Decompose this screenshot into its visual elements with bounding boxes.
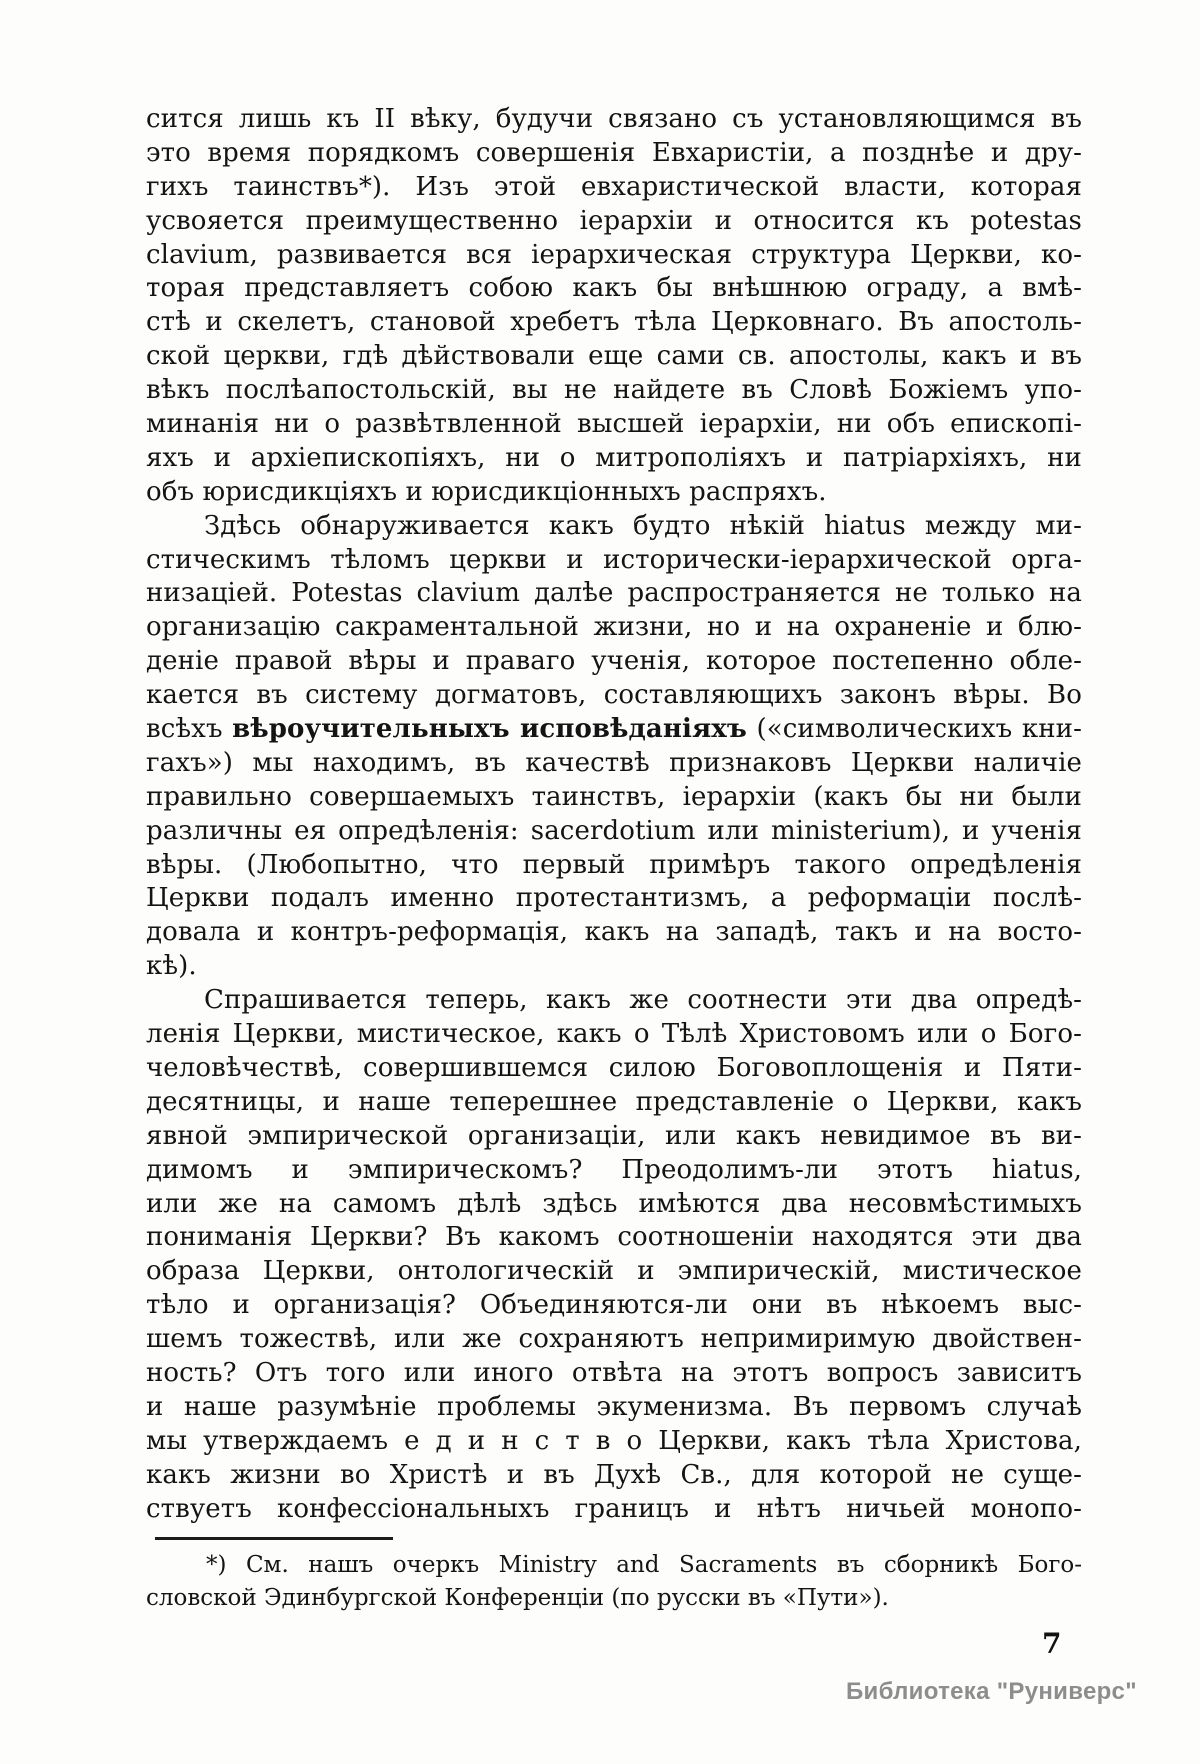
text-segment: мы утверждаемъ е д и н с т в о Церкви, какъ тѣла Христова,	[146, 1425, 1082, 1456]
page-number: 7	[1042, 1627, 1062, 1660]
text-segment: ность? Отъ того или иного отвѣта на этотъ вопросъ зависитъ	[146, 1357, 1082, 1388]
text-line	[146, 1425, 1082, 1459]
text-line	[146, 1323, 1082, 1357]
text-segment: ленія Церкви, мистическое, какъ о Тѣлѣ Христовомъ или о Бого-	[146, 1019, 1082, 1050]
text-segment: словской Эдинбургской Конференціи (по русски въ «Пути»).	[146, 1585, 889, 1611]
text-segment: объ юрисдикціяхъ и юрисдикціонныхъ распряхъ.	[146, 476, 827, 507]
text-segment: довала и контръ-реформація, какъ на западѣ, такъ и на восто-	[146, 917, 1082, 948]
text-line	[146, 882, 1082, 916]
text-segment: это время порядкомъ совершенія Евхаристіи, а позднѣе и дру-	[146, 137, 1082, 168]
text-line	[146, 1154, 1082, 1188]
text-line	[146, 679, 1082, 713]
text-segment: clavium, развивается вся іерархическая структура Церкви, ко-	[146, 239, 1082, 270]
text-segment: и наше разумѣніе проблемы экуменизма. Въ первомъ случаѣ	[146, 1391, 1082, 1422]
text-line	[146, 1188, 1082, 1222]
text-segment: явной эмпирической организаціи, или какъ невидимое въ ви-	[146, 1120, 1082, 1151]
text-line	[146, 984, 1082, 1018]
text-segment: кается въ систему догматовъ, составляющихъ законъ вѣры. Во	[146, 680, 1082, 711]
text-segment: («символическихъ кни-	[746, 714, 1082, 745]
main-text-block	[146, 103, 1082, 1526]
text-line	[146, 1086, 1082, 1120]
text-segment: десятницы, и наше теперешнее представленіе о Церкви, какъ	[146, 1086, 1082, 1117]
text-line	[146, 747, 1082, 781]
text-segment: стическимъ тѣломъ церкви и исторически-іерархической орга-	[146, 544, 1082, 575]
footnote-line	[146, 1582, 1082, 1615]
text-line	[146, 1289, 1082, 1323]
text-line	[146, 713, 1082, 747]
text-segment: усвояется преимущественно іерархіи и относится къ potestas	[146, 205, 1082, 236]
footnote-line	[146, 1549, 1082, 1582]
text-line	[146, 544, 1082, 578]
text-line	[146, 1221, 1082, 1255]
text-line	[146, 171, 1082, 205]
text-line	[146, 916, 1082, 950]
text-segment: торая представляетъ собою какъ бы внѣшнюю ограду, а вмѣ-	[146, 273, 1082, 304]
text-segment: димомъ и эмпирическомъ? Преодолимъ-ли этотъ hiatus,	[146, 1154, 1082, 1185]
text-line	[146, 1255, 1082, 1289]
text-line	[146, 272, 1082, 306]
text-segment: человѣчествѣ, совершившемся силою Боговоплощенія и Пяти-	[146, 1052, 1082, 1083]
text-line	[146, 239, 1082, 273]
text-line	[146, 476, 1082, 510]
text-line	[146, 611, 1082, 645]
emphasized-text: вѣроучительныхъ исповѣданіяхъ	[232, 714, 747, 745]
text-segment: шемъ тожествѣ, или же сохраняютъ непримиримую двойствен-	[146, 1324, 1082, 1355]
text-line	[146, 1391, 1082, 1425]
text-line	[146, 1357, 1082, 1391]
text-segment: правильно совершаемыхъ таинствъ, іерархіи (какъ бы ни были	[146, 781, 1082, 812]
text-line	[146, 1018, 1082, 1052]
text-line	[146, 374, 1082, 408]
text-line	[146, 340, 1082, 374]
text-line	[146, 306, 1082, 340]
library-watermark: Библиотека "Руниверс"	[846, 1678, 1137, 1705]
text-line	[146, 1459, 1082, 1493]
text-line	[146, 103, 1082, 137]
text-line	[146, 137, 1082, 171]
text-segment: Спрашивается теперь, какъ же соотнести эти два опредѣ-	[204, 985, 1082, 1016]
footnote-block	[146, 1549, 1082, 1615]
text-segment: какъ жизни во Христѣ и въ Духѣ Св., для которой не суще-	[146, 1459, 1082, 1490]
text-line	[146, 781, 1082, 815]
text-segment: тѣло и организація? Объединяются-ли они въ нѣкоемъ выс-	[146, 1290, 1082, 1321]
text-segment: низаціей. Potestas clavium далѣе распространяется не только на	[146, 578, 1082, 609]
text-segment: ской церкви, гдѣ дѣйствовали еще сами св. апостолы, какъ и въ	[146, 341, 1082, 372]
text-segment: минанія ни о развѣтвленной высшей іерархіи, ни объ епископі-	[146, 409, 1082, 440]
text-line	[146, 849, 1082, 883]
text-line	[146, 645, 1082, 679]
text-line	[146, 950, 1082, 984]
text-segment: гахъ») мы находимъ, въ качествѣ признаковъ Церкви наличіе	[146, 747, 1082, 778]
text-line	[146, 408, 1082, 442]
text-line	[146, 577, 1082, 611]
text-segment: яхъ и архіепископіяхъ, ни о митрополіяхъ и патріархіяхъ, ни	[146, 442, 1082, 473]
text-line	[146, 510, 1082, 544]
text-segment: гихъ таинствъ*). Изъ этой евхаристической власти, которая	[146, 171, 1082, 202]
text-segment: организацію сакраментальной жизни, но и на охраненіе и блю-	[146, 612, 1082, 643]
text-segment: ствуетъ конфессіональныхъ границъ и нѣтъ ничьей монопо-	[146, 1493, 1082, 1524]
text-segment: всѣхъ	[146, 714, 233, 745]
text-segment: кѣ).	[146, 951, 197, 982]
text-line	[146, 1052, 1082, 1086]
text-line	[146, 815, 1082, 849]
text-segment: или же на самомъ дѣлѣ здѣсь имѣются два несовмѣстимыхъ	[146, 1188, 1082, 1219]
text-segment: Церкви подалъ именно протестантизмъ, а реформаціи послѣ-	[146, 883, 1082, 914]
text-segment: образа Церкви, онтологическій и эмпирическій, мистическое	[146, 1256, 1082, 1287]
text-segment: деніе правой вѣры и праваго ученія, которое постепенно обле-	[146, 646, 1082, 677]
text-line	[146, 1493, 1082, 1527]
text-segment: стѣ и скелетъ, становой хребетъ тѣла Церковнаго. Въ апостоль-	[146, 307, 1082, 338]
text-segment: пониманія Церкви? Въ какомъ соотношеніи находятся эти два	[146, 1222, 1082, 1253]
text-segment: *) См. нашъ очеркъ Ministry and Sacraments въ сборникѣ Бого-	[206, 1552, 1082, 1578]
text-segment: сится лишь къ II вѣку, будучи связано съ установляющимся въ	[146, 104, 1082, 134]
text-segment: Здѣсь обнаруживается какъ будто нѣкій hiatus между ми-	[204, 510, 1082, 541]
text-line	[146, 205, 1082, 239]
text-segment: вѣкъ послѣапостольскій, вы не найдете въ Словѣ Божіемъ упо-	[146, 375, 1082, 406]
text-segment: различны ея опредѣленія: sacerdotium или ministerium), и ученія	[146, 815, 1082, 846]
footnote-separator-rule	[155, 1537, 393, 1540]
text-line	[146, 1120, 1082, 1154]
text-line	[146, 442, 1082, 476]
text-segment: вѣры. (Любопытно, что первый примѣръ такого опредѣленія	[146, 849, 1082, 880]
